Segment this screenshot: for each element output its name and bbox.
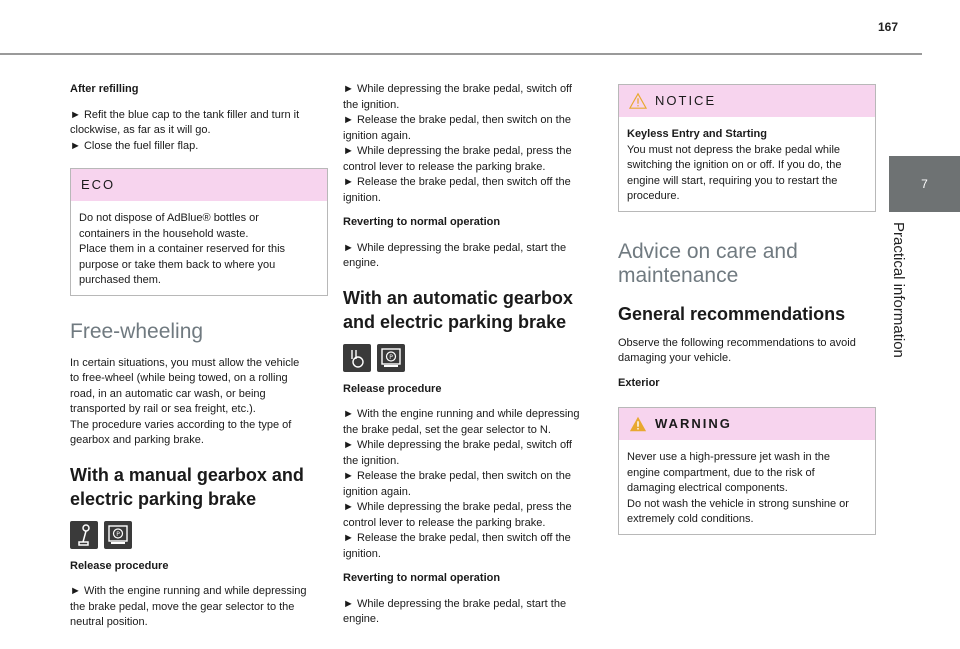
parking-brake-icon	[377, 344, 405, 372]
text-line: ► Refit the blue cap to the tank filler and turn it	[70, 108, 300, 121]
text-line: The procedure varies according to the type of	[70, 418, 292, 431]
chapter-tab: 7	[889, 156, 960, 212]
release-procedure-text	[343, 407, 601, 562]
text-line: ignition again.	[343, 485, 411, 498]
text-line: clockwise, as far as it will go.	[70, 124, 211, 136]
text-line: extremely cold conditions.	[627, 513, 754, 525]
reverting-text	[343, 597, 601, 628]
text-line: ► Close the fuel filler flap.	[70, 139, 199, 152]
general-recommendations-text	[618, 336, 876, 367]
eco-callout	[70, 168, 328, 296]
text-line: switching the ignition on or off. If you do, the	[627, 159, 842, 171]
text-line: Keyless Entry and Starting	[627, 128, 767, 140]
column-1	[70, 82, 328, 640]
column-3	[618, 84, 876, 555]
text-line: neutral position.	[70, 616, 148, 628]
text-line: procedure.	[627, 190, 680, 202]
text-line: engine.	[343, 257, 380, 269]
text-line: the brake pedal, move the gear selector to the	[70, 600, 295, 613]
text-line: and electric parking brake	[343, 311, 567, 332]
release-procedure-heading: Release procedure	[343, 382, 442, 395]
text-line: Advice on care and	[618, 239, 798, 263]
text-line: ► Release the brake pedal, then switch on the	[343, 114, 571, 126]
text-line: Do not wash the vehicle in strong sunshine or	[627, 497, 849, 510]
text-line: Place them in a container reserved for this	[79, 243, 286, 255]
manual-gearbox-icons	[70, 521, 328, 549]
text-line: purpose or take them back to where you	[79, 258, 276, 271]
svg-text:P: P	[116, 530, 120, 538]
text-line: ignition.	[343, 547, 381, 560]
text-line: damaging your vehicle.	[618, 352, 732, 364]
notice-triangle-icon	[629, 92, 647, 110]
text-line: ignition.	[343, 191, 381, 204]
automatic-gearbox-heading	[343, 286, 601, 334]
page-number: 167	[877, 20, 899, 34]
reverting-heading: Reverting to normal operation	[343, 572, 501, 584]
text-line: With a manual gearbox and	[70, 464, 304, 485]
text-line: In certain situations, you must allow the vehicle	[70, 356, 300, 369]
text-line: Do not dispose of AdBlue® bottles or	[79, 212, 259, 224]
text-line: ► While depressing the brake pedal, start the	[343, 241, 567, 254]
text-line: engine compartment, due to the risk of	[627, 466, 815, 479]
text-line: gearbox and parking brake.	[70, 434, 204, 446]
text-line: control lever to release the parking brake.	[343, 160, 546, 173]
general-recommendations-heading: General recommendations	[618, 303, 846, 324]
reverting-heading: Reverting to normal operation	[343, 216, 501, 228]
text-line: ► Release the brake pedal, then switch off the	[343, 532, 571, 544]
notice-callout	[618, 84, 876, 212]
text-line: ► Release the brake pedal, then switch off the	[343, 176, 571, 188]
text-line: ► While depressing the brake pedal, press the	[343, 501, 572, 513]
text-line: damaging electrical components.	[627, 482, 788, 494]
text-line: ► Release the brake pedal, then switch on the	[343, 470, 571, 482]
reverting-text	[343, 241, 601, 272]
release-procedure-text	[70, 584, 328, 631]
text-line: the ignition.	[343, 98, 400, 111]
text-line: road, in an automatic car wash, or being	[70, 387, 266, 400]
text-line: engine.	[343, 613, 380, 625]
text-line: electric parking brake	[70, 488, 257, 509]
advice-care-heading	[618, 240, 876, 288]
warning-triangle-icon	[629, 415, 647, 433]
text-line: the brake pedal, set the gear selector to N.	[343, 423, 551, 436]
parking-brake-icon	[104, 521, 132, 549]
text-line: containers in the household waste.	[79, 227, 249, 240]
warning-callout-header	[619, 408, 875, 440]
eco-label: ECO	[81, 177, 116, 193]
text-line: ignition again.	[343, 129, 411, 142]
text-line: control lever to release the parking brake.	[343, 516, 546, 529]
chapter-title: Practical information	[890, 222, 907, 358]
exterior-heading: Exterior	[618, 376, 660, 389]
column-2	[343, 82, 601, 637]
text-line: You must not depress the brake pedal while	[627, 143, 841, 156]
text-line: to free-wheel (while being towed, on a rolling	[70, 372, 288, 384]
text-line: ► While depressing the brake pedal, start the	[343, 597, 567, 610]
text-line: ► With the engine running and while depressing	[70, 585, 307, 597]
text-line: transported by rail or sea freight, etc.).	[70, 403, 256, 415]
text-line: purchased them.	[79, 274, 161, 286]
manual-gearbox-heading	[70, 463, 328, 511]
warning-callout	[618, 407, 876, 535]
eco-callout-header	[71, 169, 327, 201]
release-procedure-heading: Release procedure	[70, 559, 169, 572]
automatic-gear-selector-icon	[343, 344, 371, 372]
warning-callout-body	[619, 440, 875, 534]
manual-gear-lever-icon	[70, 521, 98, 549]
notice-callout-header	[619, 85, 875, 117]
text-line: ► While depressing the brake pedal, switch off	[343, 83, 572, 95]
text-line: ► While depressing the brake pedal, switch off	[343, 439, 572, 451]
header-rule	[0, 53, 922, 55]
automatic-gearbox-icons	[343, 344, 601, 372]
refill-instructions	[70, 108, 328, 155]
notice-callout-body	[619, 117, 875, 211]
eco-callout-body	[71, 201, 327, 295]
text-line: With an automatic gearbox	[343, 287, 573, 308]
text-line: ► While depressing the brake pedal, press the	[343, 145, 572, 157]
free-wheeling-text	[70, 356, 328, 449]
warning-label: WARNING	[655, 416, 732, 432]
text-line: maintenance	[618, 263, 739, 287]
notice-label: NOTICE	[655, 93, 717, 109]
text-line: Observe the following recommendations to avoid	[618, 336, 856, 349]
svg-text:P: P	[389, 353, 393, 361]
text-line: Never use a high-pressure jet wash in the	[627, 451, 830, 463]
ignition-steps-text	[343, 82, 601, 206]
text-line: ► With the engine running and while depressing	[343, 408, 580, 420]
free-wheeling-heading: Free-wheeling	[70, 319, 204, 343]
text-line: the ignition.	[343, 454, 400, 467]
text-line: engine will start, requiring you to restart the	[627, 174, 838, 187]
after-refilling-heading: After refilling	[70, 83, 139, 95]
